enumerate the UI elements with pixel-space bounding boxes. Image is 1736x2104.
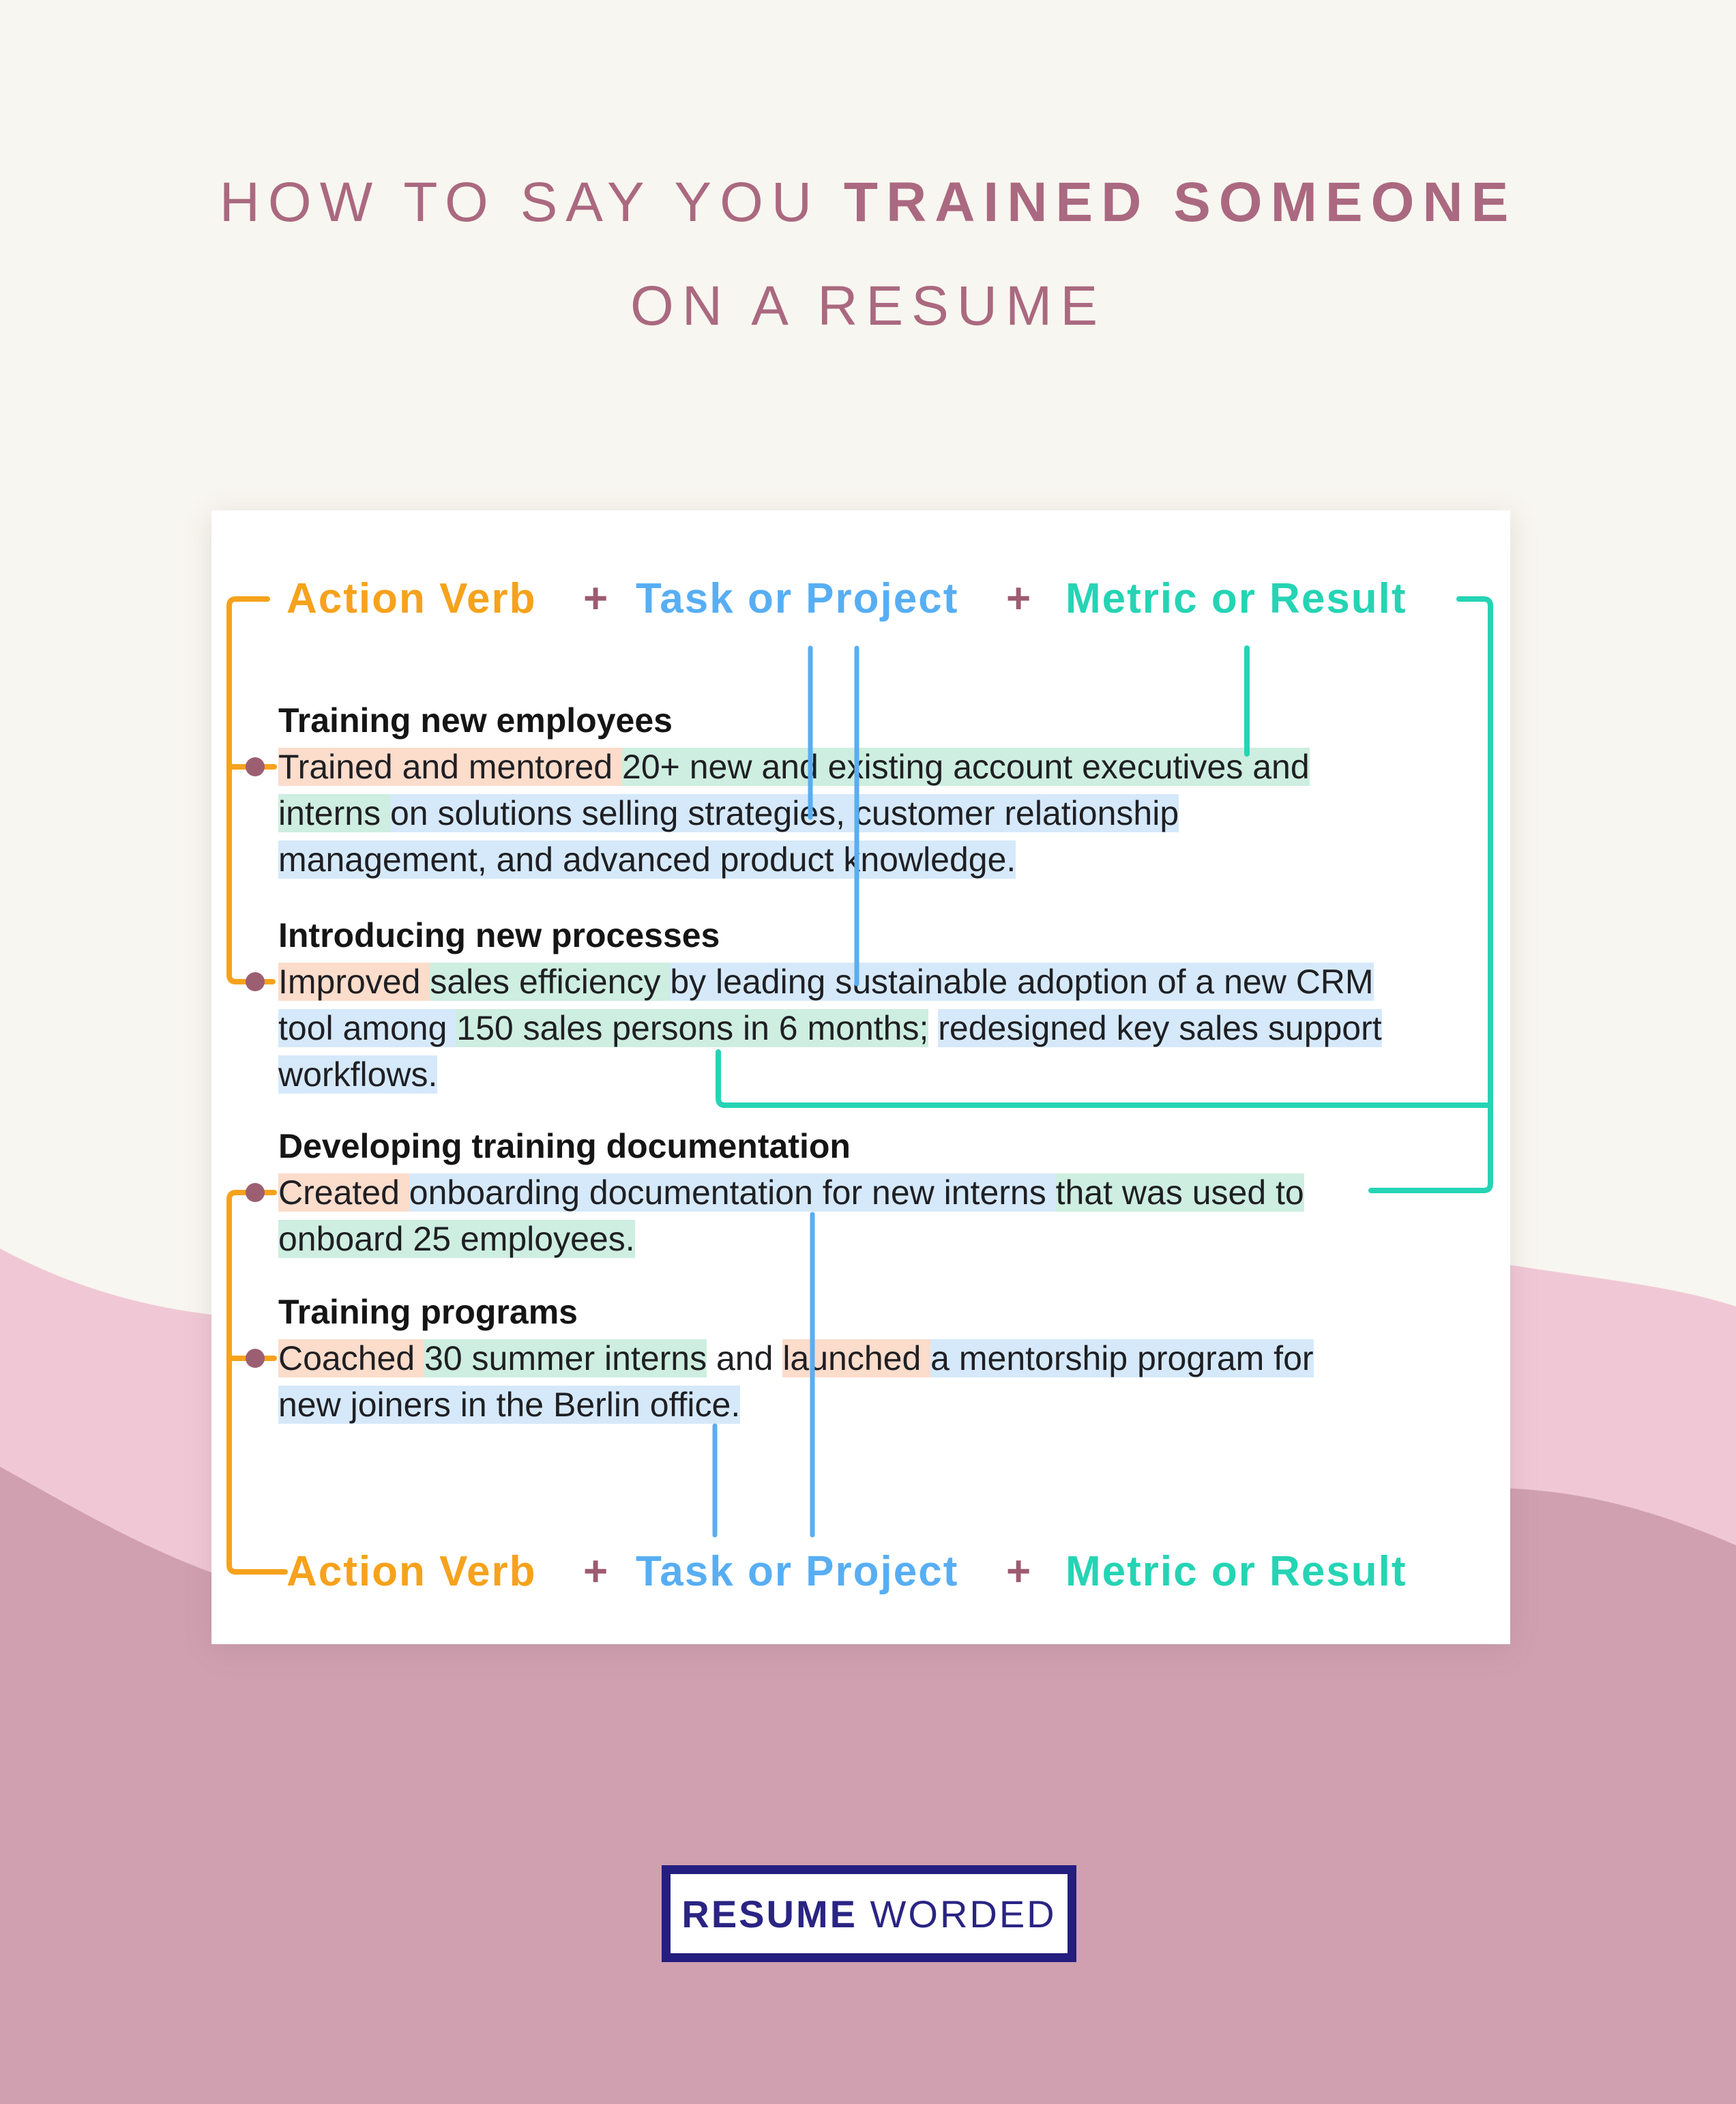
section-heading: Introducing new processes [278,916,720,954]
resume-section-3 [278,1123,1472,1262]
title-regular: HOW TO SAY YOU [219,171,844,233]
bullet-text-line [278,744,1472,790]
highlight-mint-segment: 20+ new and existing account executives and [622,748,1310,786]
formula-action-verb-label: Action Verb [286,575,537,622]
highlight-mint-segment: onboard 25 employees. [278,1220,635,1258]
highlight-peach-segment: Created [278,1173,409,1212]
bullet-text-line [278,1169,1472,1216]
resume-section-2 [278,912,1472,1098]
bullet-text-line [278,1382,1472,1428]
bullet-text-line [278,1335,1472,1382]
highlight-peach-segment: launched [782,1339,931,1377]
highlight-blue-segment: onboarding documentation for new interns [409,1173,1056,1212]
plus-sign: + [1006,575,1033,622]
highlight-blue-segment: by leading sustainable adoption of a new CRM [670,963,1374,1001]
bullet-text-line [278,1005,1472,1051]
formula-action-verb-label: Action Verb [286,1548,537,1595]
page-title-line1 [0,171,1736,235]
plain-text-segment [928,1009,938,1047]
section-heading: Training new employees [278,701,673,740]
formula-row-bottom [286,1549,1487,1595]
formula-task-or-project-label: Task or Project [636,1548,959,1595]
bullet-text-line [278,1216,1472,1262]
plain-text-segment: and [707,1339,783,1377]
section-heading: Developing training documentation [278,1127,851,1165]
highlight-blue-segment: new joiners in the Berlin office. [278,1386,741,1424]
highlight-blue-segment: management, and advanced product knowledge. [278,841,1016,879]
highlight-blue-segment: workflows. [278,1055,438,1094]
highlight-blue-segment: on solutions selling strategies, customer relationship [389,794,1179,832]
formula-metric-or-result-label: Metric or Result [1065,1548,1407,1595]
section-heading: Training programs [278,1293,578,1331]
highlight-peach-segment: Coached [278,1339,425,1377]
plus-sign: + [583,575,610,622]
plus-sign: + [1006,1548,1033,1595]
highlight-mint-segment: interns [278,794,390,832]
resume-section-4 [278,1289,1472,1428]
highlight-blue-segment: a mentorship program for [930,1339,1314,1377]
highlight-blue-segment: tool among [278,1009,457,1047]
highlight-mint-segment: 150 sales persons in 6 months; [456,1009,929,1047]
bullet-text-line [278,1051,1472,1098]
plus-sign: + [583,1548,610,1595]
logo-text [681,1892,1056,1936]
highlight-peach-segment: Trained and mentored [278,748,623,786]
bullet-text-line [278,790,1472,836]
title-bold: TRAINED SOMEONE [843,171,1517,233]
bullet-text-line [278,836,1472,883]
highlight-blue-segment: redesigned key sales support [938,1009,1382,1047]
logo-text-bold: RESUME [681,1892,857,1935]
formula-row-top [286,576,1487,622]
highlight-mint-segment: 30 summer interns [424,1339,707,1377]
resume-section-1 [278,697,1472,883]
page-title-line2: ON A RESUME [630,275,1106,337]
resume-worded-logo [662,1865,1076,1962]
highlight-mint-segment: that was used to [1055,1173,1304,1212]
highlight-mint-segment: sales efficiency [430,963,671,1001]
logo-text-regular: WORDED [857,1892,1057,1935]
highlight-peach-segment: Improved [278,963,430,1001]
bullet-text-line [278,959,1472,1005]
formula-metric-or-result-label: Metric or Result [1065,575,1407,622]
formula-task-or-project-label: Task or Project [636,575,959,622]
